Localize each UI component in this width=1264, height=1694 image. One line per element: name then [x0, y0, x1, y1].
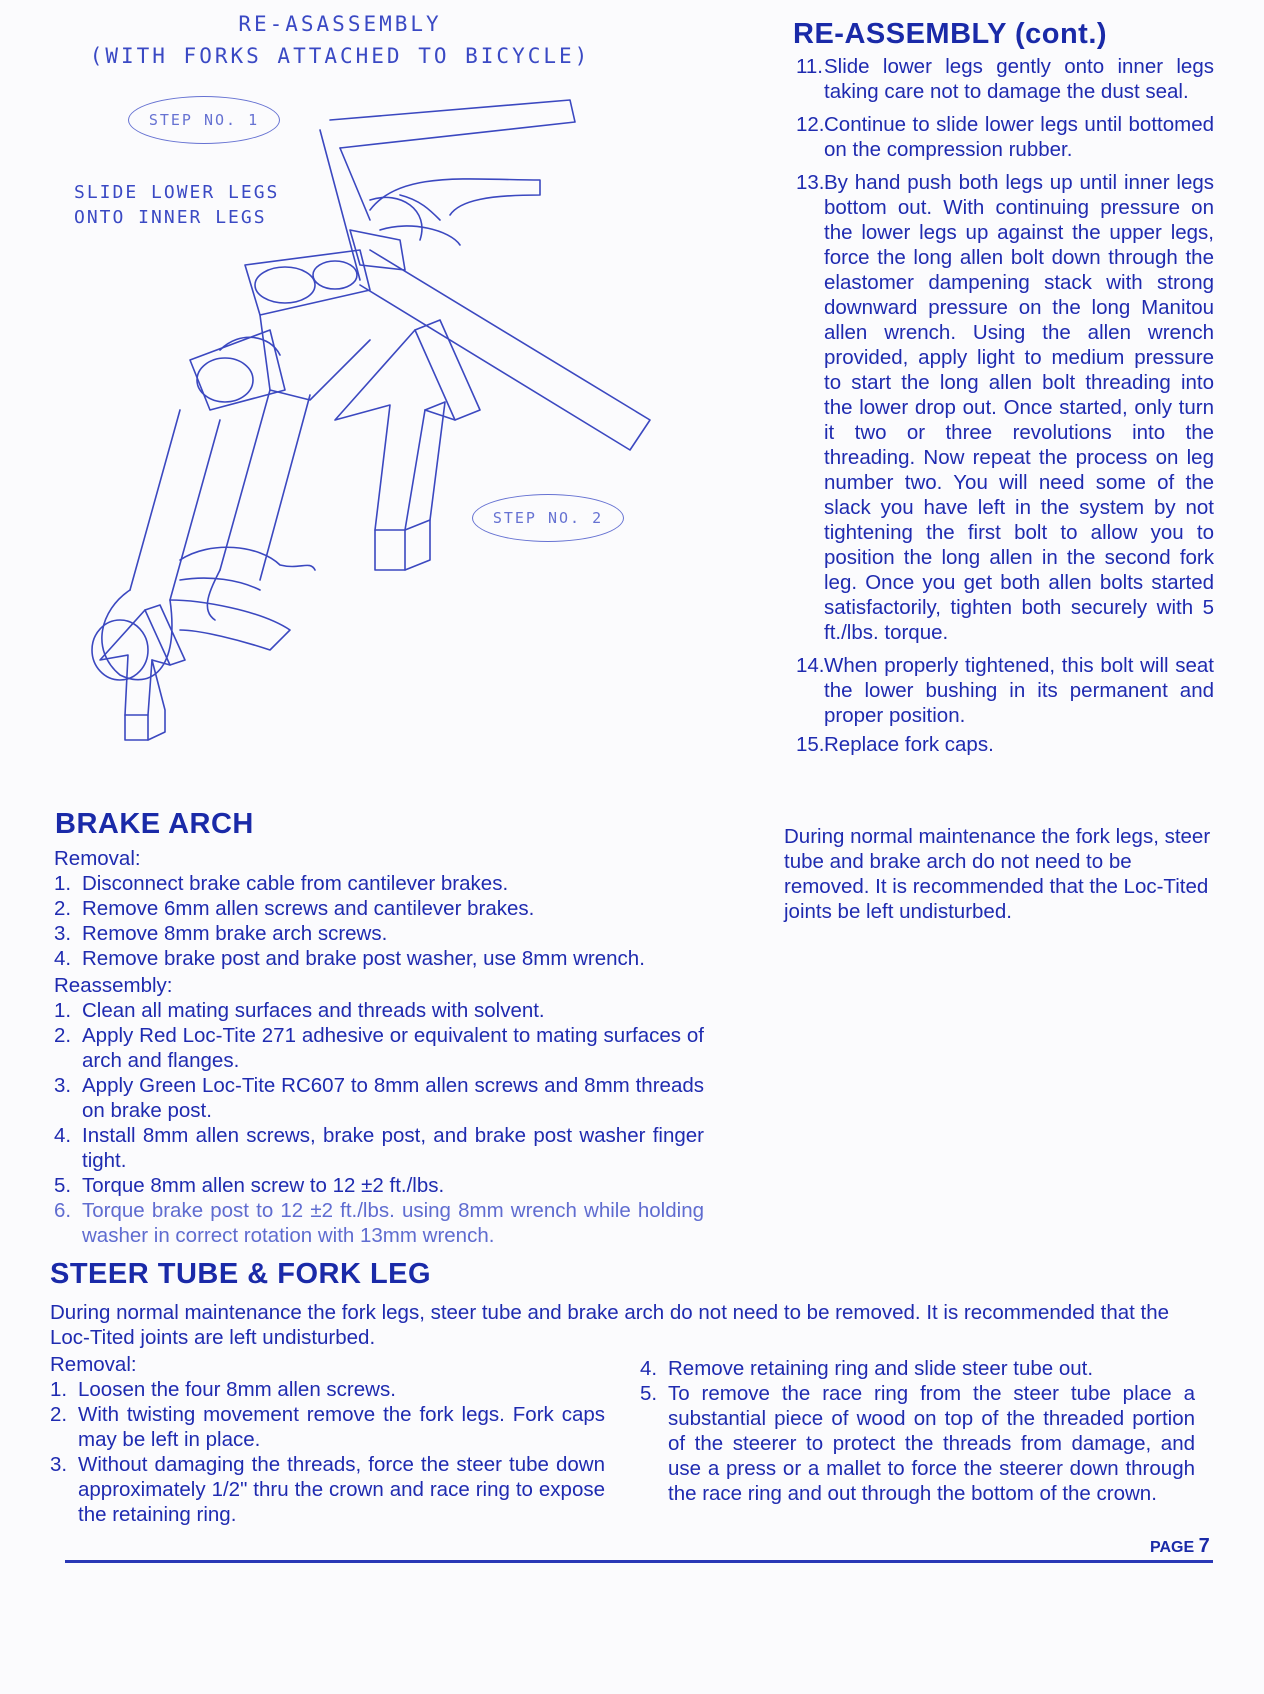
- list-item: 5. To remove the race ring from the steer tube place a substantial piece of wood on top of the threaded portion of the steerer to protect the threads from damage, and use a press or a mallet to force the steerer down through the race ring and out through the bottom of the crown.: [640, 1382, 1195, 1505]
- list-item: 12. Continue to slide lower legs until bottomed on the compression rubber.: [796, 113, 1214, 161]
- list-item: 2. Apply Red Loc-Tite 271 adhesive or equivalent to mating surfaces of arch and flanges.: [54, 1024, 704, 1072]
- list-item: 4. Install 8mm allen screws, brake post, and brake post washer finger tight.: [54, 1124, 704, 1172]
- diagram-title-line2: (WITH FORKS ATTACHED TO BICYCLE): [89, 44, 591, 68]
- diagram-title-line1: RE-ASASSEMBLY: [238, 12, 442, 36]
- list-item: 11. Slide lower legs gently onto inner legs taking care not to damage the dust seal.: [796, 55, 1214, 103]
- list-item: 4. Remove brake post and brake post washer, use 8mm wrench.: [54, 947, 645, 970]
- list-item: 5. Torque 8mm allen screw to 12 ±2 ft./lbs.: [54, 1174, 445, 1197]
- steer-tube-removal-list-cont: [640, 1356, 1195, 1506]
- steer-tube-heading: STEER TUBE & FORK LEG: [50, 1258, 432, 1290]
- list-item: 6. Torque brake post to 12 ±2 ft./lbs. using 8mm wrench while holding washer in correct rotation with 13mm wrench.: [54, 1199, 704, 1247]
- step-1-oval: STEP NO. 1: [128, 96, 280, 144]
- footer-rule: [65, 1560, 1213, 1563]
- page-number: PAGE 7: [1150, 1535, 1210, 1557]
- reassembly-steps: [796, 54, 1214, 765]
- maintenance-note: During normal maintenance the fork legs, steer tube and brake arch do not need to be removed. It is recommended that the Loc-Tited joints be left undisturbed.: [784, 825, 1211, 923]
- list-item: 13. By hand push both legs up until inner legs bottom out. With continuing pressure on the lower legs up against the upper legs, force the long allen bolt down through the elastomer dampening stack with strong downward pressure on the long Manitou allen wrench. Using the allen wrench provided, apply light to medium pressure to start the long allen bolt threading into the lower drop out. Once started, only turn it two or three revolutions into the threading. Now repeat the process on leg number two. You will need some of the slack you have left in the system by not tightening the first bolt to allow you to position the long allen in the second fork leg. Once you get both allen bolts started satisfactorily, tighten both securely with 5 ft./lbs. torque.: [796, 171, 1214, 644]
- list-item: 3. Remove 8mm brake arch screws.: [54, 922, 388, 945]
- diagram-title: [60, 8, 620, 72]
- list-item: 3. Without damaging the threads, force the steer tube down approximately 1/2" thru the crown and race ring to expose the retaining ring.: [50, 1453, 605, 1526]
- list-item: 1. Loosen the four 8mm allen screws.: [50, 1378, 396, 1401]
- brake-arch-removal-list: [54, 871, 704, 971]
- steer-tube-intro: During normal maintenance the fork legs, steer tube and brake arch do not need to be removed. It is recommended that the Loc-Tited joints are left undisturbed.: [50, 1301, 1170, 1349]
- list-item: 3. Apply Green Loc-Tite RC607 to 8mm allen screws and 8mm threads on brake post.: [54, 1074, 704, 1122]
- list-item: 4. Remove retaining ring and slide steer tube out.: [640, 1357, 1094, 1380]
- brake-arch-removal-label: Removal:: [54, 847, 141, 870]
- list-item: 1. Disconnect brake cable from cantilever brakes.: [54, 872, 509, 895]
- list-item: 1. Clean all mating surfaces and threads with solvent.: [54, 999, 545, 1022]
- list-item: 15. Replace fork caps.: [796, 733, 994, 756]
- brake-arch-heading: BRAKE ARCH: [55, 808, 254, 840]
- steer-tube-removal-label: Removal:: [50, 1353, 137, 1376]
- list-item: 2. With twisting movement remove the fork legs. Fork caps may be left in place.: [50, 1403, 605, 1451]
- brake-arch-reassembly-label: Reassembly:: [54, 974, 173, 997]
- step-2-oval: STEP NO. 2: [472, 494, 624, 542]
- list-item: 14. When properly tightened, this bolt will seat the lower bushing in its permanent and proper position.: [796, 654, 1214, 727]
- diagram-label-line1: SLIDE LOWER LEGS: [74, 182, 280, 203]
- reassembly-heading: RE-ASSEMBLY (cont.): [793, 18, 1108, 50]
- steer-tube-left-column: [50, 1352, 605, 1527]
- diagram-label-line2: ONTO INNER LEGS: [74, 207, 267, 228]
- brake-arch-section: [54, 846, 704, 1248]
- fork-assembly-illustration: [70, 90, 670, 800]
- list-item: 2. Remove 6mm allen screws and cantilever brakes.: [54, 897, 535, 920]
- brake-arch-reassembly-list: [54, 998, 704, 1248]
- steer-tube-right-column: [640, 1356, 1195, 1506]
- steer-tube-removal-list: [50, 1377, 605, 1527]
